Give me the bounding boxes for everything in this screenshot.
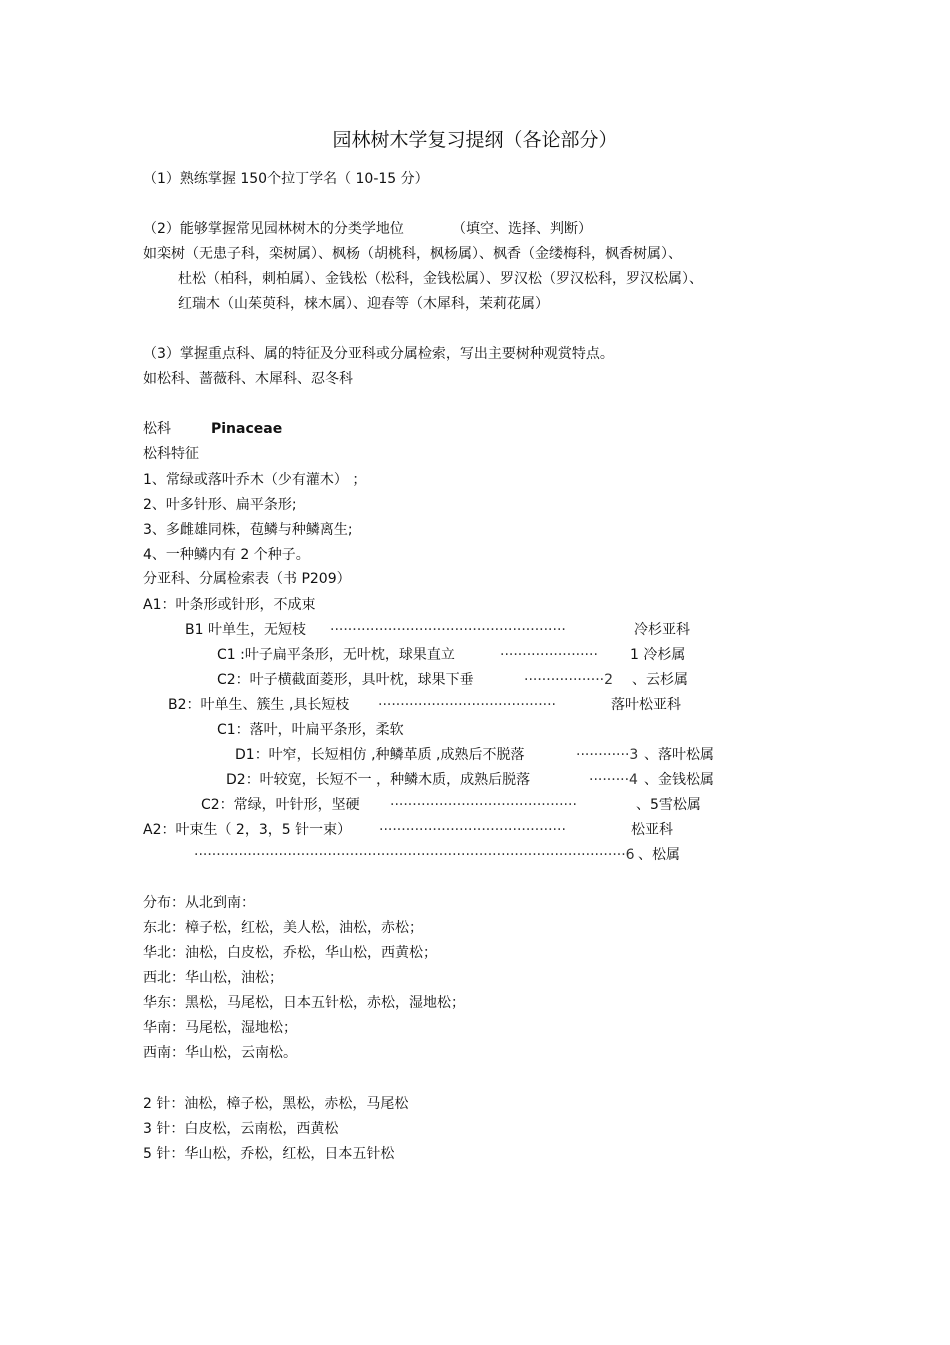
family-name-latin: Pinaceae — [211, 421, 283, 437]
requirement-2-note: （填空、选择、判断） — [452, 221, 592, 237]
key-entry-text: A1：叶条形或针形，不成束 — [143, 597, 316, 613]
distribution-region: 华北：油松，白皮松，乔松，华山松，西黄松； — [143, 945, 437, 961]
distribution-region: 西南：华山松，云南松。 — [143, 1045, 297, 1061]
features-heading: 松科特征 — [143, 446, 199, 462]
needle-group: 2 针：油松，樟子松，黑松，赤松，马尾松 — [143, 1096, 409, 1112]
feature-item: 3、多雌雄同株，苞鳞与种鳞离生; — [143, 522, 353, 538]
key-entry-leader: ·········4 — [589, 772, 638, 788]
distribution-region: 华东：黑松，马尾松，日本五针松，赤松，湿地松； — [143, 995, 465, 1011]
key-entry-text: C2：常绿，叶针形，坚硬 — [201, 797, 360, 813]
key-entry-result: 落叶松亚科 — [611, 697, 681, 713]
distribution-region: 华南：马尾松，湿地松； — [143, 1020, 297, 1036]
key-entry-text: D1：叶窄，长短相仿 ,种鳞革质 ,成熟后不脱落 — [235, 747, 525, 763]
page-title: 园林树木学复习提纲（各论部分） — [332, 129, 618, 151]
distribution-region: 西北：华山松，油松； — [143, 970, 283, 986]
requirement-2: （2）能够掌握常见园林树木的分类学地位 — [143, 221, 404, 237]
key-entry-result: 、落叶松属 — [644, 747, 714, 763]
key-entry-leader: ······················ — [500, 647, 598, 663]
key-entry-text: C1：落叶，叶扁平条形，柔软 — [217, 722, 404, 738]
requirement-2-example: 如栾树（无患子科，栾树属）、枫杨（胡桃科，枫杨属）、枫香（金缕梅科，枫香树属）、 — [143, 246, 682, 262]
key-entry-leader: ·········································· — [390, 797, 577, 813]
key-entry-leader: ··················2 — [524, 672, 614, 688]
needle-group: 5 针：华山松，乔松，红松，日本五针松 — [143, 1146, 395, 1162]
family-name-cn: 松科 — [143, 421, 171, 437]
distribution-region: 东北：樟子松，红松，美人松，油松，赤松； — [143, 920, 423, 936]
requirement-2-example: 杜松（柏科，刺柏属）、金钱松（松科，金钱松属）、罗汉松（罗汉松科，罗汉松属）、 — [178, 271, 703, 287]
key-entry-text: D2：叶较宽，长短不一 ，种鳞木质，成熟后脱落 — [226, 772, 531, 788]
key-entry-text: C2：叶子横截面菱形，具叶枕，球果下垂 — [217, 672, 474, 688]
key-entry-text: A2：叶束生（ 2，3，5 针一束） — [143, 822, 352, 838]
needle-group: 3 针：白皮松，云南松，西黄松 — [143, 1121, 339, 1137]
key-heading: 分亚科、分属检索表（书 P209） — [143, 571, 351, 587]
requirement-3: （3）掌握重点科、属的特征及分亚科或分属检索，写出主要树种观赏特点。 — [143, 346, 614, 362]
key-entry-text: C1 :叶子扁平条形，无叶枕，球果直立 — [217, 647, 455, 663]
key-entry-result: 、金钱松属 — [644, 772, 714, 788]
key-entry-leader: ············3 — [576, 747, 639, 763]
key-entry-result: 、5雪松属 — [636, 797, 701, 813]
key-entry-result: 冷杉亚科 — [634, 622, 690, 638]
key-entry-result: 、云杉属 — [632, 672, 688, 688]
feature-item: 2、叶多针形、扁平条形; — [143, 497, 297, 513]
key-entry-text: B1 叶单生，无短枝 — [185, 622, 306, 638]
key-entry-text: B2：叶单生、簇生 ,具长短枝 — [168, 697, 350, 713]
requirement-1: （1）熟练掌握 150个拉丁学名（ 10-15 分） — [143, 171, 429, 187]
key-entry-result: 1 冷杉属 — [630, 647, 686, 663]
key-entry-result: 、松属 — [638, 847, 680, 863]
feature-item: 4、一种鳞内有 2 个种子。 — [143, 547, 310, 563]
key-entry-leader: ·········································· — [379, 822, 566, 838]
key-entry-leader: ·································································································6 — [194, 847, 635, 863]
distribution-heading: 分布：从北到南： — [143, 895, 255, 911]
key-entry-leader: ····················································· — [330, 622, 566, 638]
key-entry-leader: ········································ — [378, 697, 557, 713]
feature-item: 1、常绿或落叶乔木（少有灌木） ； — [143, 472, 367, 488]
requirement-2-example: 红瑞木（山茱萸科，梾木属）、迎春等（木犀科，茉莉花属） — [178, 296, 549, 312]
requirement-3-example: 如松科、蔷薇科、木犀科、忍冬科 — [143, 371, 353, 387]
key-entry-result: 松亚科 — [631, 822, 673, 838]
